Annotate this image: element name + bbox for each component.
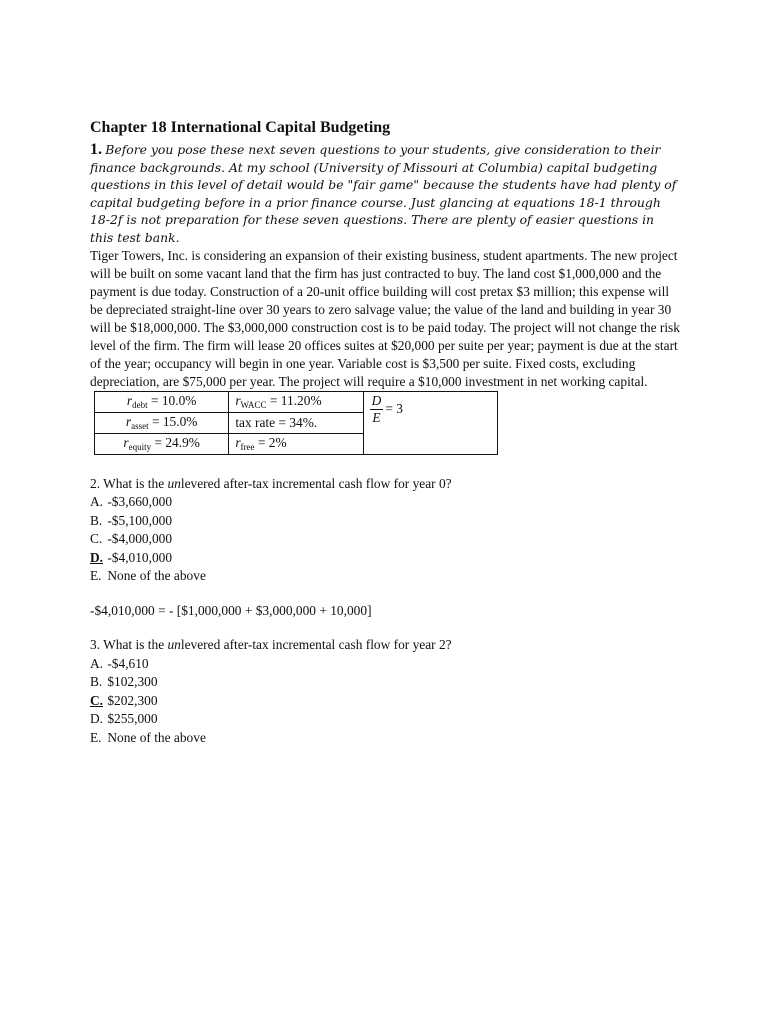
list-item: D. -$4,010,000 <box>90 549 680 568</box>
r-free-cell: $r_{free} = 2\%$ <box>229 433 363 454</box>
tax-rate-cell: tax rate = 34%. <box>229 412 363 433</box>
list-item: B. -$5,100,000 <box>90 512 173 528</box>
correct-answer-marker: C. <box>90 692 104 708</box>
document-content <box>90 118 680 747</box>
instructor-note: Before you pose these next seven questions to your students, give consideration to their finance backgrounds. At my school (University of Missouri at Columbia) capital budgeting questions in this level of detail would be "fair game" because the students have had plenty of capital budgeting before in a prior finance course. Just glancing at equations 18-1 through 18-2f is not preparation for these seven questions. There are plenty of easier questions in this test bank. <box>90 142 677 245</box>
r-asset-cell: $r_{asset} = 15.0\%$ <box>95 412 229 433</box>
question-3-options <box>90 655 680 748</box>
question-2-stem: 2. What is the unlevered after-tax incremental cash flow for year 0? <box>90 475 452 491</box>
table-row <box>95 391 498 412</box>
list-item: E. None of the above <box>90 729 206 745</box>
r-equity-cell: $r_{equity} = 24.9\%$ <box>95 433 229 454</box>
r-wacc-cell: $r_{WACC} = 11.20\%$ <box>229 391 363 412</box>
list-item: D. $255,000 <box>90 711 158 727</box>
list-item: A. -$4,610 <box>90 655 149 671</box>
question-1 <box>90 141 680 247</box>
list-item: A. -$3,660,000 <box>90 494 173 510</box>
question-2-explanation: -$4,010,000 = - [$1,000,000 + $3,000,000 + 10,000] <box>90 602 372 618</box>
question-2-options <box>90 493 680 586</box>
parameters-table <box>94 391 498 455</box>
de-ratio-cell <box>363 391 497 454</box>
r-debt-cell: $r_{debt} = 10.0\%$ <box>95 391 229 412</box>
question-1-number: 1. <box>90 141 102 158</box>
list-item: E. None of the above <box>90 568 206 584</box>
question-3-stem: 3. What is the unlevered after-tax incremental cash flow for year 2? <box>90 637 452 653</box>
de-ratio: $\frac{D}{E}$ = 3 <box>371 392 403 425</box>
correct-answer-marker: D. <box>90 549 104 565</box>
scenario-text: Tiger Towers, Inc. is considering an expansion of their existing business, student apartments. The new project will be built on some vacant land that the firm has just contracted to buy. The land cost $1,000,000 and the payment is due today. Construction of a 20-unit office building will cost pretax $3 million; this expense will be depreciated straight-line over 30 years to zero salvage value; the value of the land and building in year 30 will be $18,000,000. The $3,000,000 construction cost is to be paid today. The project will not change the risk level of the firm. The firm will lease 20 offices suites at $20,000 per suite per year; payment is due at the start of the year; occupancy will begin in one year. Variable cost is $3,500 per suite. Fixed costs, excluding depreciation, are $75,000 per year. The project will require a $10,000 investment in net working capital. <box>90 247 680 389</box>
list-item: C. $202,300 <box>90 692 680 711</box>
list-item: B. $102,300 <box>90 674 158 690</box>
list-item: C. -$4,000,000 <box>90 531 173 547</box>
chapter-title: Chapter 18 International Capital Budgeting <box>90 119 391 136</box>
